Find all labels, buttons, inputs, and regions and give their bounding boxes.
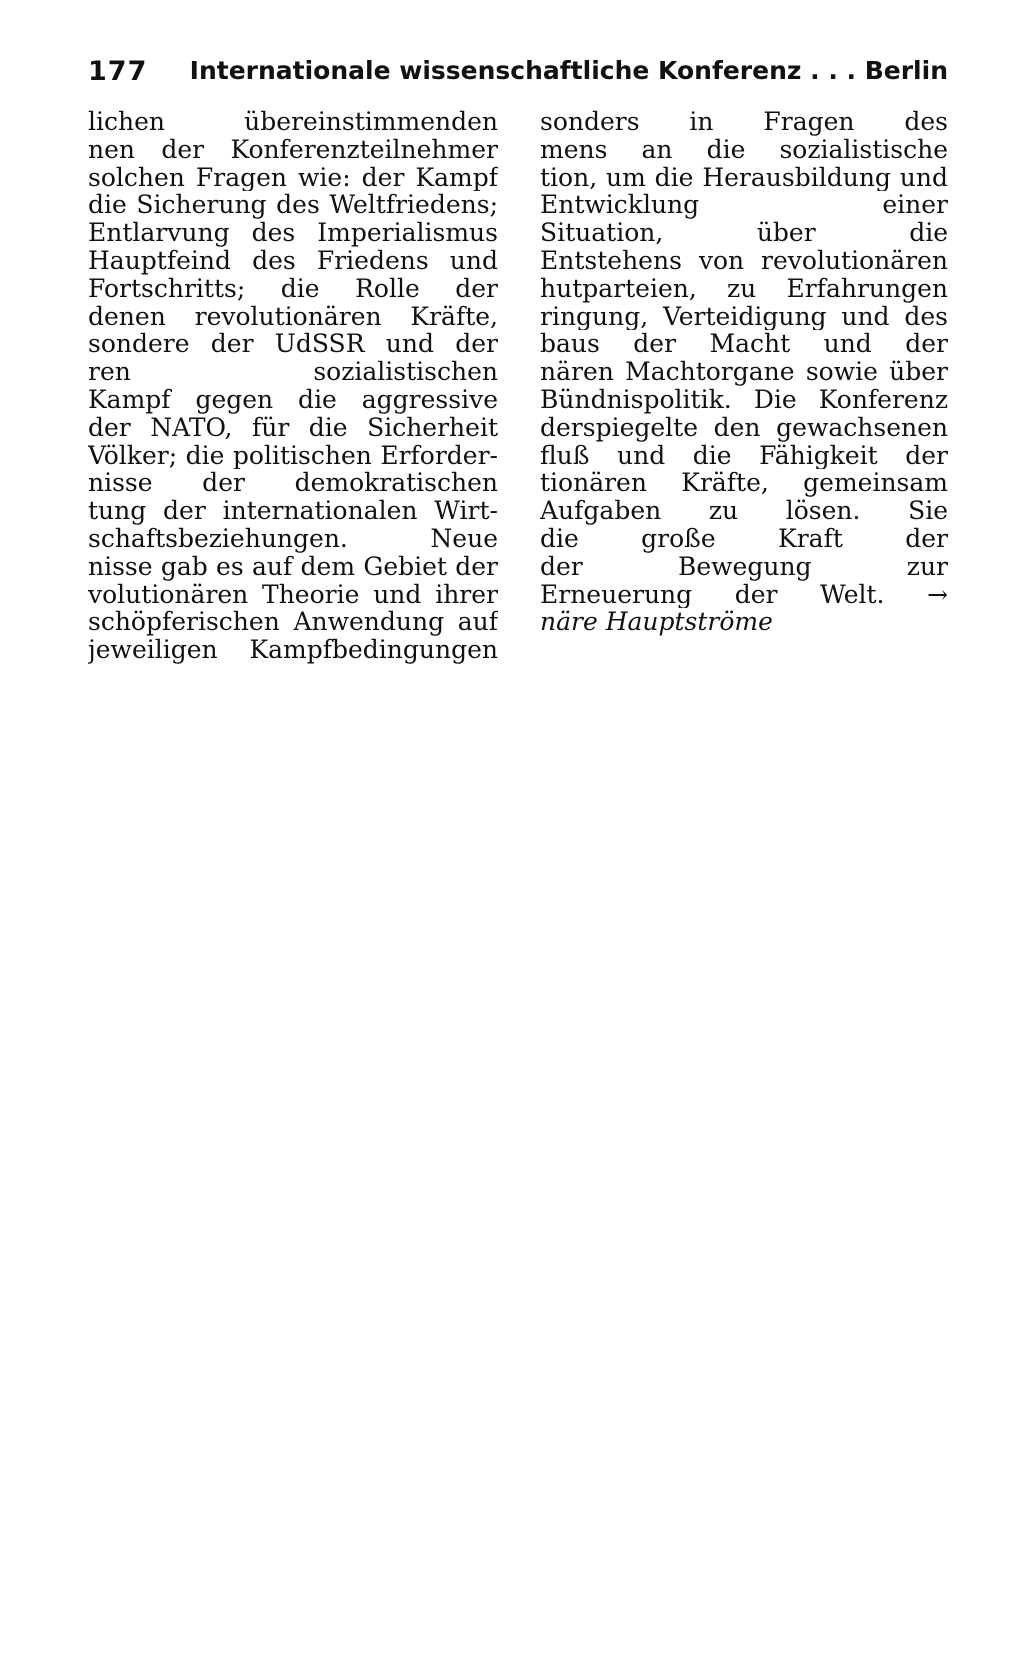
- text-line: nen der Konferenzteilnehmer: [88, 135, 498, 164]
- text-line: nisse der demokratischen: [88, 469, 498, 498]
- text-line: baus der Macht und der: [540, 330, 948, 359]
- text-line: Entlarvung des Imperialismus: [88, 219, 498, 247]
- text-line: Aufgaben zu lösen. Sie: [540, 497, 948, 525]
- text-line: sonders in Fragen des: [540, 108, 948, 136]
- text-line: ren sozialistischen: [88, 358, 498, 386]
- text-line: die Sicherung des Weltfriedens;: [88, 191, 498, 220]
- crossref-arrow-icon: →: [927, 580, 948, 609]
- text-line: denen revolutionären Kräfte,: [88, 302, 498, 331]
- text-line: solchen Fragen wie: der Kampf: [88, 163, 498, 192]
- text-line: derspiegelte den gewachsenen: [540, 413, 948, 442]
- text-line: hutparteien, zu Erfahrungen: [540, 274, 948, 303]
- text-line: Entstehens von revolutionären: [540, 246, 948, 275]
- text-line: schaftsbeziehungen. Neue: [88, 524, 498, 553]
- text-fragment: Erneuerung der Welt.: [540, 580, 885, 609]
- text-line: der Bewegung zur: [540, 552, 948, 581]
- text-line: sondere der UdSSR und der: [88, 330, 498, 359]
- left-column: [88, 108, 498, 664]
- running-head: Internationale wissenschaftliche Konferenz . . . Berlin: [189, 56, 948, 85]
- text-line: nisse gab es auf dem Gebiet der: [88, 552, 498, 581]
- text-line: Kampf gegen die aggressive: [88, 385, 498, 414]
- text-line: Entwicklung einer: [540, 191, 948, 220]
- text-line: lichen übereinstimmenden: [88, 108, 498, 136]
- text-line: Hauptfeind des Friedens und: [88, 246, 498, 275]
- text-line: Völker; die politischen Erforder-: [88, 441, 498, 470]
- text-line: Bündnispolitik. Die Konferenz: [540, 385, 948, 414]
- right-column: [540, 108, 948, 636]
- text-line: die große Kraft der: [540, 524, 948, 553]
- text-line: der NATO, für die Sicherheit: [88, 413, 498, 442]
- text-line: tion, um die Herausbildung und: [540, 163, 948, 192]
- text-line: fluß und die Fähigkeit der: [540, 441, 948, 470]
- text-line: Situation, über die: [540, 219, 948, 247]
- text-line: volutionären Theorie und ihrer: [88, 580, 498, 609]
- text-line: Fortschritts; die Rolle der: [88, 274, 498, 303]
- text-line: ringung, Verteidigung und des: [540, 302, 948, 331]
- text-line: [540, 608, 948, 636]
- text-line-with-crossref: [540, 581, 948, 609]
- text-line: tung der internationalen Wirt-: [88, 497, 498, 525]
- crossref-link-continued[interactable]: näre Hauptströme: [540, 607, 773, 637]
- text-line: jeweiligen Kampfbedingungen: [88, 636, 498, 664]
- text-line: mens an die sozialistische: [540, 135, 948, 164]
- text-line: schöpferischen Anwendung auf: [88, 608, 498, 637]
- page-number: 177: [88, 56, 148, 87]
- page-header: [88, 52, 948, 92]
- text-line: tionären Kräfte, gemeinsam: [540, 469, 948, 498]
- text-line: nären Machtorgane sowie über: [540, 358, 948, 386]
